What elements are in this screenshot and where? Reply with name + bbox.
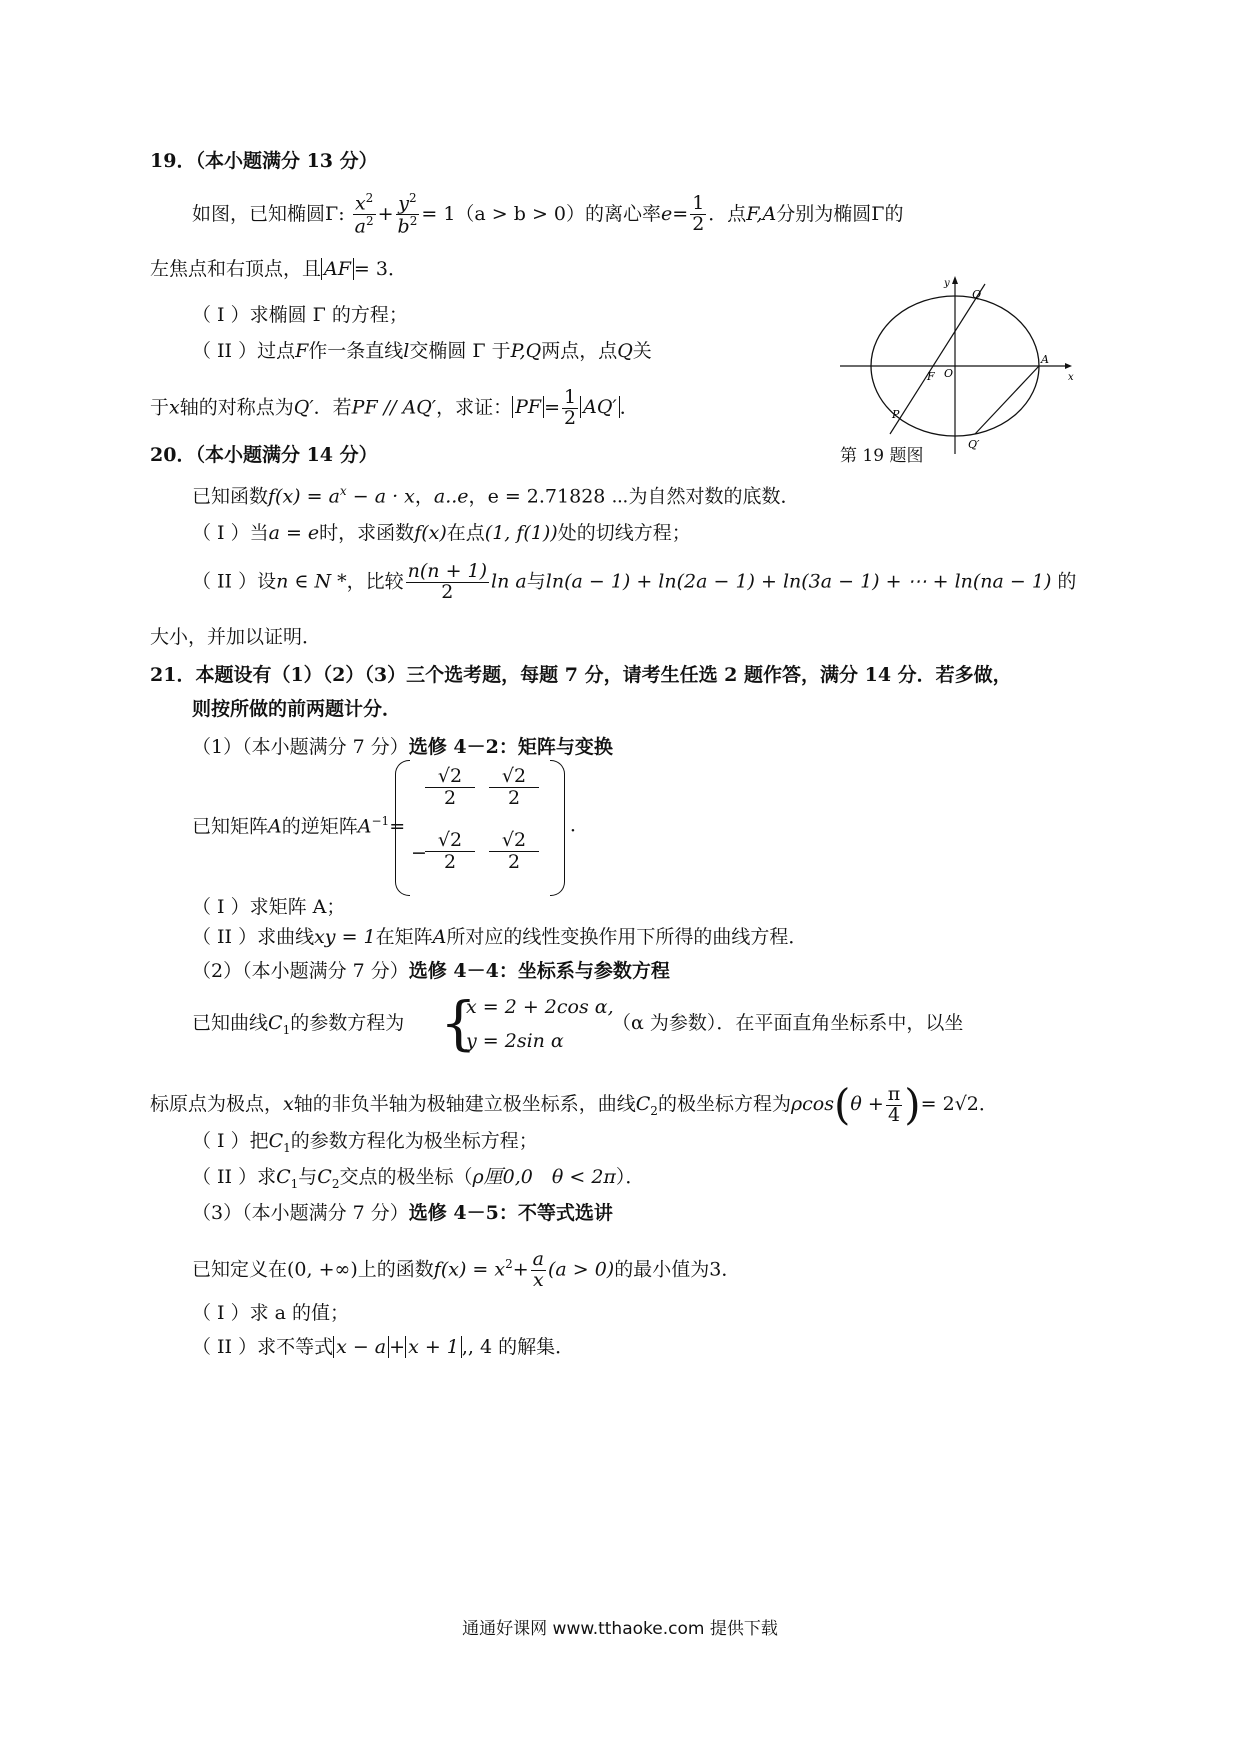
text: 作一条直线 <box>308 340 404 362</box>
q21-sub3-part2 <box>192 1336 574 1359</box>
sub-1: 1 <box>283 1140 291 1155</box>
line-l <box>890 284 985 434</box>
q21-sub1-part2 <box>192 926 807 949</box>
q19-text: ．点 <box>708 202 747 225</box>
text: 两点，点 <box>541 340 618 362</box>
sqrt2: √2 <box>425 766 475 788</box>
fx-def: f(x) = a <box>268 485 340 508</box>
sup-2: 2 <box>409 191 417 205</box>
q21-instructions: 本题设有（1）（2）（3）三个选考题，每题 7 分，请考生任选 2 题作答，满分 14 分．若多做， <box>195 664 1012 686</box>
q21-sub1-heading <box>192 736 613 759</box>
af-value: = 3． <box>353 258 407 280</box>
denominator: 2 <box>441 580 454 603</box>
frac-n <box>406 562 489 603</box>
q21-sub3-heading <box>192 1202 613 1225</box>
q19-line2 <box>150 258 407 281</box>
text: 的参数方程化为极坐标方程； <box>290 1130 538 1152</box>
text: ，比较 <box>346 570 404 593</box>
text: 已知曲线 <box>192 1012 269 1034</box>
line-aq <box>975 366 1039 434</box>
x-axis-arrow <box>1065 363 1072 369</box>
sup-inverse: −1 <box>371 814 390 828</box>
text: 的最小值为 <box>614 1258 710 1281</box>
numerator: π <box>887 1082 901 1105</box>
text: 的极坐标方程为 <box>657 1093 791 1116</box>
q21-sub3-line1 <box>192 1250 740 1291</box>
q21-sub1-part1: （ I ）求矩阵 A； <box>192 896 346 918</box>
q20-score: （本小题满分 14 分） <box>195 444 378 466</box>
text: 为自然对数的底数． <box>628 485 800 508</box>
text: 在矩阵 <box>375 926 433 948</box>
sup-2: 2 <box>365 191 374 205</box>
var-c: C <box>276 1166 291 1188</box>
left-paren: ( <box>833 1080 851 1129</box>
points-fa: F,A <box>746 202 777 225</box>
y-axis-arrow <box>952 276 958 284</box>
q19-header <box>150 150 378 173</box>
a-e: a..e <box>433 485 469 508</box>
section-title: 选修 4－4：坐标系与参数方程 <box>408 960 670 982</box>
min-value: 3． <box>709 1258 741 1281</box>
q19-text: 的 <box>884 202 904 225</box>
equals: = <box>389 815 406 838</box>
a-over-x <box>531 1250 546 1291</box>
m22 <box>489 830 539 873</box>
label-x: x <box>1068 372 1074 383</box>
numerator: 1 <box>564 386 577 408</box>
q19-number: 19． <box>150 150 196 172</box>
text: 于 <box>150 396 170 419</box>
n-in-n: n ∈ N * <box>276 570 347 593</box>
text: （2）（本小题满分 7 分） <box>192 960 409 982</box>
q19-line1: 如图，已知椭圆Γ: $\frac{x^2}{a^2}$ + $\frac{y^2}{b^2}$ = 1（a > b > 0）的离心率e= $\frac{1}{2}$ ．点F,A分别为椭圆Γ的 <box>192 191 904 238</box>
sub-1: 1 <box>282 1022 291 1037</box>
param-eq-y <box>466 1030 564 1053</box>
abs-x-plus-1: x + 1 <box>405 1336 462 1358</box>
var-c: C <box>635 1093 651 1116</box>
text: （1）（本小题满分 7 分） <box>192 736 409 758</box>
q19-text: 分别为椭圆 <box>776 202 872 225</box>
text: （ II ）求不等式 <box>192 1336 334 1358</box>
text: ）． <box>615 1166 645 1188</box>
var-b: b <box>397 215 410 238</box>
text: 的解集． <box>498 1336 575 1358</box>
q19-text: 左焦点和右顶点，且 <box>150 258 322 280</box>
var-c: C <box>317 1166 332 1188</box>
parallel-statement: PF // AQ′ <box>351 396 437 419</box>
text: 的逆矩阵 <box>281 815 358 838</box>
q21-sub2-line2 <box>150 1080 998 1130</box>
q20-part1 <box>192 522 691 545</box>
rhs: = 2√2 <box>920 1093 979 1116</box>
q21-number: 21． <box>150 664 196 686</box>
m12 <box>489 766 539 809</box>
text: ，求证： <box>436 396 513 419</box>
numerator: a <box>532 1248 544 1270</box>
var-y: y <box>398 192 409 215</box>
numerator: 1 <box>692 192 705 215</box>
section-title: 选修 4－5：不等式选讲 <box>408 1202 613 1224</box>
abs-pf: PF <box>512 396 544 418</box>
rho-cos: ρcos <box>790 1093 834 1116</box>
two: 2 <box>507 850 521 873</box>
left-bracket <box>395 760 410 896</box>
denominator: 2 <box>692 213 705 236</box>
ln-sum: ln(a − 1) + ln(2a − 1) + ln(3a − 1) + ⋯ + ln(na − 1) <box>545 570 1052 593</box>
eq-one: = 1 <box>421 202 456 225</box>
q21-header <box>150 664 1012 687</box>
label-f: F <box>927 370 935 383</box>
equals: = <box>544 396 561 419</box>
q20-line1 <box>192 484 800 508</box>
text: 已知函数 <box>192 485 269 508</box>
numerator: n(n + 1) <box>407 560 488 582</box>
text: （ II ）设 <box>192 570 277 593</box>
var-l: l <box>403 340 410 362</box>
footer: 通通好课网 www.tthaoke.com 提供下载 <box>462 1619 778 1639</box>
sqrt2: √2 <box>489 766 539 788</box>
text: ． <box>619 396 639 419</box>
var-a: A <box>268 815 282 838</box>
label-qprime: Q′ <box>968 438 980 451</box>
colon: : <box>338 202 345 225</box>
text: 上的函数 <box>357 1258 434 1281</box>
inverse-matrix <box>395 760 565 894</box>
e-value: e = 2.71828 ⋯ <box>487 485 629 508</box>
q21-sub1-line1 <box>192 814 405 838</box>
sup-x: x <box>339 484 347 498</box>
text: 在点 <box>446 522 485 544</box>
gamma-symbol: Γ <box>325 202 339 225</box>
right-paren: ) <box>904 1080 921 1129</box>
q19-text: 的离心率 <box>585 202 662 225</box>
var-f: F <box>295 340 309 362</box>
equals: = <box>672 202 689 225</box>
theta-plus: θ + <box>850 1093 884 1116</box>
text: 标原点为极点， <box>150 1093 284 1116</box>
range: ρ厘0,0 θ < 2π <box>472 1166 616 1188</box>
q19-score: （本小题满分 13 分） <box>195 150 378 172</box>
eq-x: x = 2 + 2cos α, <box>466 996 614 1018</box>
right-bracket <box>550 760 565 896</box>
sub-1: 1 <box>290 1176 299 1191</box>
a-eq-e: a = e <box>268 522 320 544</box>
text: 交椭圆 Γ 于 <box>409 340 511 362</box>
var-c: C <box>268 1130 284 1152</box>
m21 <box>425 830 475 873</box>
text: （ I ）当 <box>192 522 269 544</box>
text: （ I ）把 <box>192 1130 269 1152</box>
text: 已知矩阵 <box>192 815 269 838</box>
text: 轴的对称点为 <box>179 396 294 419</box>
point: (1, f(1)) <box>484 522 558 544</box>
figure-caption: 第 19 题图 <box>840 446 924 466</box>
text: 关 <box>632 340 652 362</box>
q21-sub2-heading <box>192 960 670 983</box>
text: （ II ）求 <box>192 1166 277 1188</box>
q21-sub3-part1: （ I ）求 a 的值； <box>192 1302 349 1324</box>
two: 2 <box>443 786 457 809</box>
minus-sign: − <box>411 842 427 864</box>
label-q: Q <box>972 288 982 301</box>
text: 的 <box>1057 570 1077 593</box>
var-a: A <box>432 926 447 948</box>
ellipse-figure <box>840 276 1074 456</box>
text: 与 <box>526 570 546 593</box>
var-e: e <box>661 202 673 225</box>
text: 处的切线方程； <box>557 522 691 544</box>
condition: (a > 0) <box>547 1258 615 1281</box>
brace: { <box>440 989 477 1057</box>
two: 2 <box>507 786 521 809</box>
label-a: A <box>1041 353 1049 366</box>
curve-eq: xy = 1 <box>314 926 376 948</box>
fx-def: f(x) = x <box>433 1258 506 1281</box>
m11 <box>425 766 475 809</box>
one-half <box>562 388 578 429</box>
label-p: P <box>892 408 900 421</box>
denominator: 2 <box>564 406 577 429</box>
x2-over-a2 <box>353 192 376 238</box>
text: 所对应的线性变换作用下所得的曲线方程． <box>446 926 808 948</box>
text: 已知定义在 <box>192 1258 288 1281</box>
sub-2: 2 <box>650 1104 658 1118</box>
pi-over-4 <box>886 1082 903 1126</box>
text: 时，求函数 <box>319 522 415 544</box>
var-x: x <box>354 192 366 215</box>
q21-sub2-line1c: （α 为参数）．在平面直角坐标系中，以坐 <box>612 1012 964 1034</box>
q21-sub2-line1a <box>192 1012 404 1037</box>
text: （ II ）求曲线 <box>192 926 315 948</box>
domain: (0, +∞) <box>287 1258 358 1281</box>
denominator: 4 <box>887 1103 901 1126</box>
var-a: A <box>357 815 372 838</box>
q19-part2 <box>192 340 652 363</box>
text: 轴的非负半轴为极轴建立极坐标系，曲线 <box>293 1093 636 1116</box>
sup-2: 2 <box>409 214 418 229</box>
var-x: x <box>169 396 180 419</box>
two: 2 <box>443 850 457 873</box>
relation: ,, 4 <box>461 1336 493 1358</box>
label-y: y <box>944 278 950 289</box>
q20-part2 <box>192 562 1076 603</box>
q19-part1: （ I ）求椭圆 Γ 的方程； <box>192 304 408 326</box>
plus: + <box>389 1336 406 1358</box>
one-half <box>690 194 706 235</box>
param-eq-x <box>466 996 614 1019</box>
abs-aqprime: AQ′ <box>580 396 620 418</box>
denominator: x <box>532 1268 544 1291</box>
q19-text: 如图，已知椭圆 <box>192 202 326 225</box>
condition: （a > b > 0） <box>455 202 585 225</box>
q21-sub2-part2 <box>192 1166 644 1191</box>
abs-af: AF <box>321 258 354 280</box>
var-a: a <box>354 215 366 238</box>
q20-number: 20． <box>150 444 196 466</box>
text: ， <box>414 485 434 508</box>
q20-line4: 大小，并加以证明． <box>150 626 322 648</box>
text: 与 <box>298 1166 318 1188</box>
var-c: C <box>268 1012 283 1034</box>
sqrt2: √2 <box>425 830 475 852</box>
var-pq: P,Q <box>510 340 542 362</box>
text: （ II ）过点 <box>192 340 296 362</box>
section-title: 选修 4－2：矩阵与变换 <box>408 736 613 758</box>
y2-over-b2 <box>396 192 420 238</box>
sqrt2: √2 <box>489 830 539 852</box>
matrix-period: ． <box>570 814 590 836</box>
fx: f(x) <box>414 522 447 544</box>
var-x: x <box>283 1093 294 1116</box>
var-qprime: Q′ <box>293 396 314 419</box>
eq-y: y = 2sin α <box>466 1030 564 1052</box>
abs-x-minus-a: x − a <box>333 1336 389 1358</box>
text: （3）（本小题满分 7 分） <box>192 1202 409 1224</box>
q20-header <box>150 444 378 467</box>
plus: + <box>512 1258 529 1281</box>
sup-2: 2 <box>505 1257 513 1272</box>
q19-line4 <box>150 388 639 429</box>
label-o: O <box>944 367 954 380</box>
ln-a: ln a <box>491 570 527 593</box>
sup-2: 2 <box>365 214 374 229</box>
text: 的参数方程为 <box>290 1012 405 1034</box>
sub-2: 2 <box>331 1176 340 1191</box>
q21-header2: 则按所做的前两题计分． <box>192 698 402 720</box>
fx-rest: − a · x <box>346 485 415 508</box>
q21-sub2-part1 <box>192 1130 538 1155</box>
gamma-symbol: Γ <box>871 202 885 225</box>
text: ． <box>978 1093 998 1116</box>
text: ， <box>468 485 488 508</box>
text: 交点的极坐标（ <box>339 1166 473 1188</box>
var-q: Q <box>617 340 633 362</box>
text: ．若 <box>313 396 352 419</box>
